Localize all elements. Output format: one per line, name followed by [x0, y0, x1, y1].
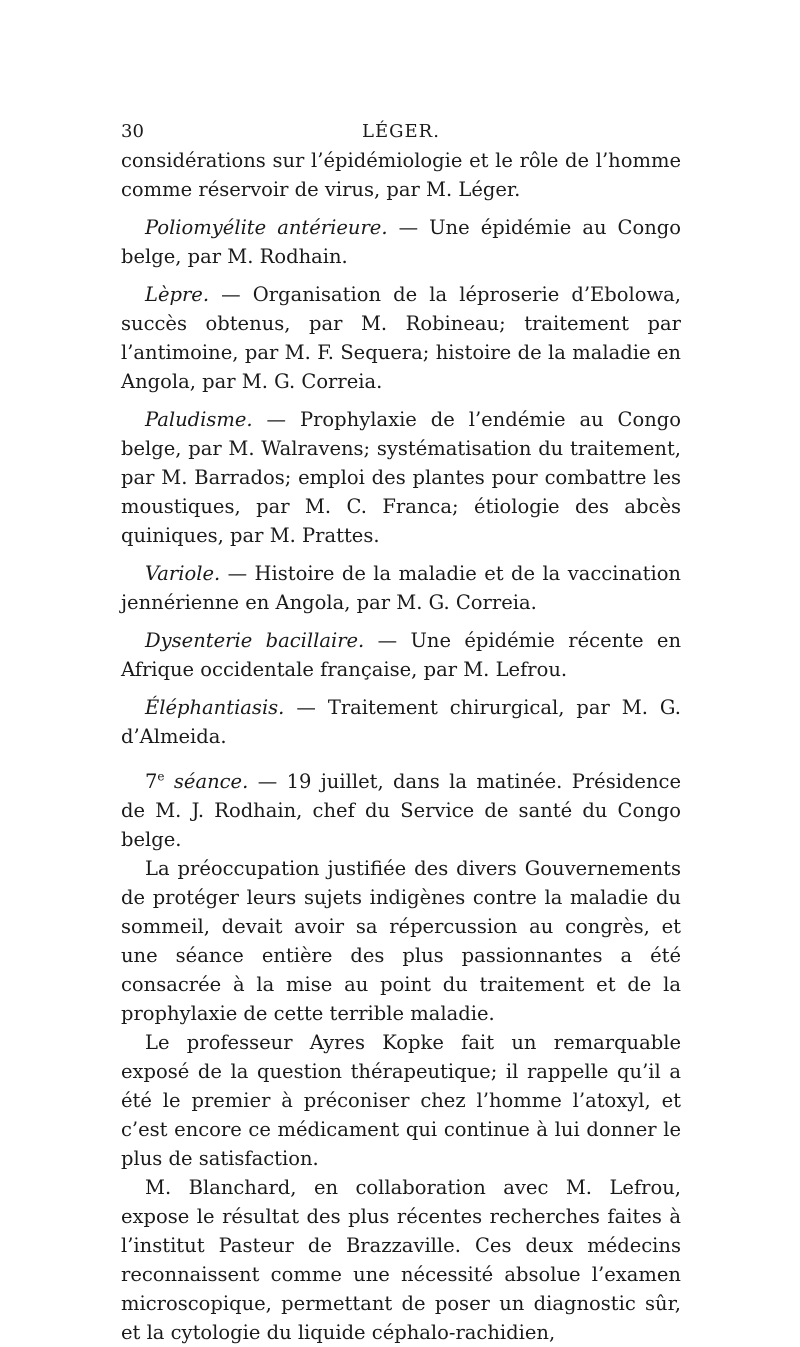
page-number: 30 [121, 121, 144, 142]
disease-heading: Variole. [145, 562, 221, 585]
session-number: 7 [145, 770, 158, 793]
disease-heading: Poliomyélite antérieure. [145, 216, 388, 239]
paragraph-kopke: Le professeur Ayres Kopke fait un remarquable exposé de la question thérapeutique; il rappelle qu’il a été le premier à préconiser chez l’homme l’atoxyl, et c’est encore ce médicament qui continue à lui donner le plus de satisfaction. [121, 1031, 681, 1170]
disease-heading: Lèpre. [145, 283, 210, 306]
paragraph-poliomyelitis [121, 213, 681, 271]
paragraph-smallpox [121, 559, 681, 617]
paragraph-dysentery [121, 626, 681, 684]
session-heading: séance. [164, 770, 249, 793]
disease-heading: Éléphantiasis. [145, 696, 285, 719]
paragraph-continuation: considérations sur l’épidémiologie et le rôle de l’homme comme réservoir de virus, par M. Léger. [121, 149, 681, 201]
session-ordinal: e [157, 769, 165, 784]
paragraph-text: — Une épidémie au Congo belge, par M. Rodhain. [121, 216, 682, 268]
book-page [121, 118, 681, 1347]
paragraph-text: — Prophylaxie de l’endémie au Congo belge, par M. Walravens; systématisation du traitement, par M. Barrados; emploi des plantes pour combattre les moustiques, par M. C. Franca; étiologie des abcès quiniques, par M. Prattes. [121, 408, 681, 547]
paragraph-seventh-session [121, 767, 681, 854]
paragraph-malaria [121, 405, 681, 550]
paragraph-text: — 19 juillet, dans la matinée. Présidence de M. J. Rodhain, chef du Service de santé du Congo belge. [121, 770, 681, 851]
paragraph-text: — Organisation de la léproserie d’Ebolowa, succès obtenus, par M. Robineau; traitement par l’antimoine, par M. F. Sequera; histoire de la maladie en Angola, par M. G. Correia. [121, 283, 681, 393]
paragraph-sleeping-sickness: La préoccupation justifiée des divers Gouvernements de protéger leurs sujets indigènes contre la maladie du sommeil, devait avoir sa répercussion au congrès, et une séance entière des plus passionnantes a été consacrée à la mise au point du traitement et de la prophylaxie de cette terrible maladie. [121, 857, 681, 1025]
paragraph-text: — Une épidémie récente en Afrique occidentale française, par M. Lefrou. [121, 629, 682, 681]
paragraph-elephantiasis [121, 693, 681, 751]
paragraph-text: — Traitement chirurgical, par M. G. d’Almeida. [121, 696, 681, 748]
disease-heading: Dysenterie bacillaire. [145, 629, 365, 652]
paragraph-leprosy [121, 280, 681, 396]
running-title: LÉGER. [362, 121, 440, 142]
paragraph-text: — Histoire de la maladie et de la vaccination jennérienne en Angola, par M. G. Correia. [121, 562, 681, 614]
paragraph-blanchard: M. Blanchard, en collaboration avec M. Lefrou, expose le résultat des plus récentes recherches faites à l’institut Pasteur de Brazzaville. Ces deux médecins reconnaissent comme une nécessité absolue l’examen microscopique, permettant de poser un diagnostic sûr, et la cytologie du liquide céphalo-rachidien, [121, 1176, 681, 1344]
running-header [121, 118, 681, 146]
body-text [121, 146, 681, 1347]
disease-heading: Paludisme. [145, 408, 253, 431]
